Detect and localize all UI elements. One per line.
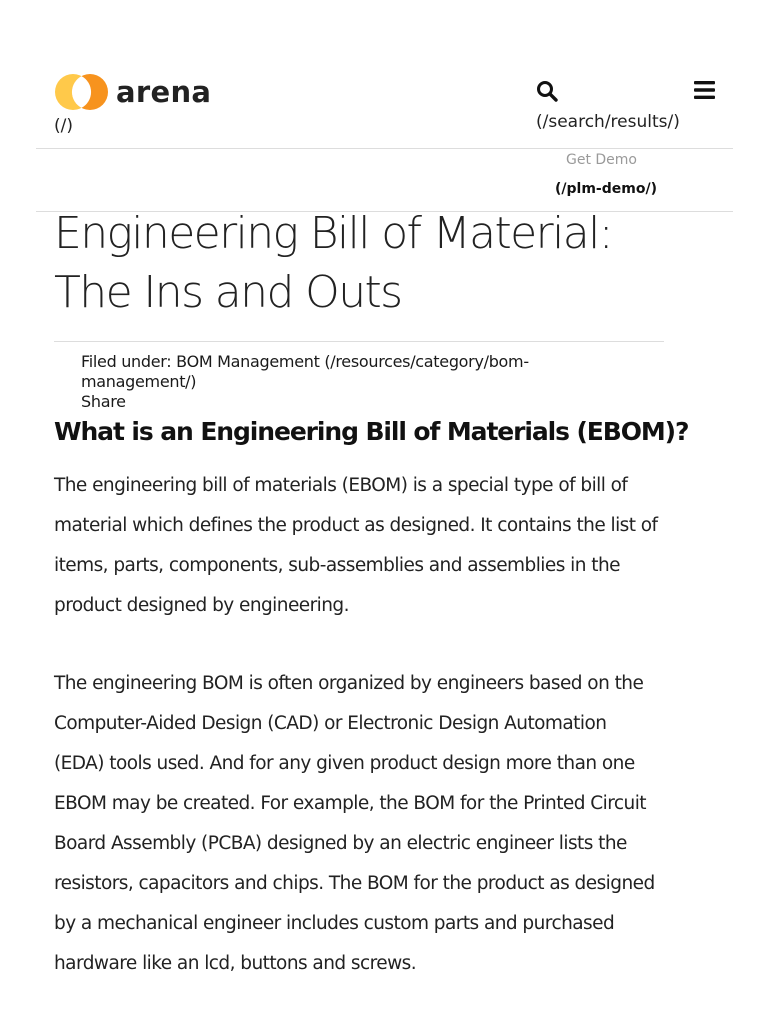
filed-under-link[interactable]: Filed under: BOM Management (/resources/category/bom-: [81, 352, 529, 371]
logo-wordmark: arena: [116, 75, 212, 109]
arena-logo-icon: [54, 72, 110, 112]
demo-link-url[interactable]: (/plm-demo/): [555, 181, 657, 197]
filed-under-link-continued[interactable]: management/): [81, 372, 197, 391]
paragraph-line: The engineering BOM is often organized by engineers based on the: [54, 673, 644, 694]
paragraph-line: Computer-Aided Design (CAD) or Electronic Design Automation: [54, 713, 607, 734]
paragraph-line: resistors, capacitors and chips. The BOM for the product as designed: [54, 873, 655, 894]
paragraph-line: material which defines the product as designed. It contains the list of: [54, 515, 658, 536]
page-title: Engineering Bill of Material: The Ins and Outs: [54, 208, 612, 318]
paragraph-line: Board Assembly (PCBA) designed by an electric engineer lists the: [54, 833, 627, 854]
section-heading: What is an Engineering Bill of Materials (EBOM)?: [54, 417, 689, 446]
title-divider: [54, 341, 664, 342]
paragraph-line: by a mechanical engineer includes custom parts and purchased: [54, 913, 615, 934]
paragraph-ebom-definition: [54, 466, 674, 626]
arena-logo-link[interactable]: [54, 72, 234, 112]
paragraph-ebom-organization: [54, 664, 674, 984]
paragraph-line: hardware like an lcd, buttons and screws.: [54, 953, 417, 974]
hamburger-menu-icon[interactable]: [694, 80, 715, 100]
paragraph-line: EBOM may be created. For example, the BOM for the Printed Circuit: [54, 793, 646, 814]
search-link-url[interactable]: (/search/results/): [536, 112, 680, 132]
logo-link-url[interactable]: (/): [54, 116, 73, 136]
paragraph-line: product designed by engineering.: [54, 595, 349, 616]
header-divider: [36, 148, 733, 149]
paragraph-line: (EDA) tools used. And for any given product design more than one: [54, 753, 635, 774]
paragraph-line: The engineering bill of materials (EBOM) is a special type of bill of: [54, 475, 628, 496]
share-button[interactable]: Share: [81, 392, 126, 411]
site-header: [36, 0, 733, 212]
get-demo-button[interactable]: Get Demo: [566, 152, 637, 168]
search-icon[interactable]: [536, 80, 558, 102]
article-meta: [81, 352, 601, 412]
paragraph-line: items, parts, components, sub-assemblies and assemblies in the: [54, 555, 620, 576]
